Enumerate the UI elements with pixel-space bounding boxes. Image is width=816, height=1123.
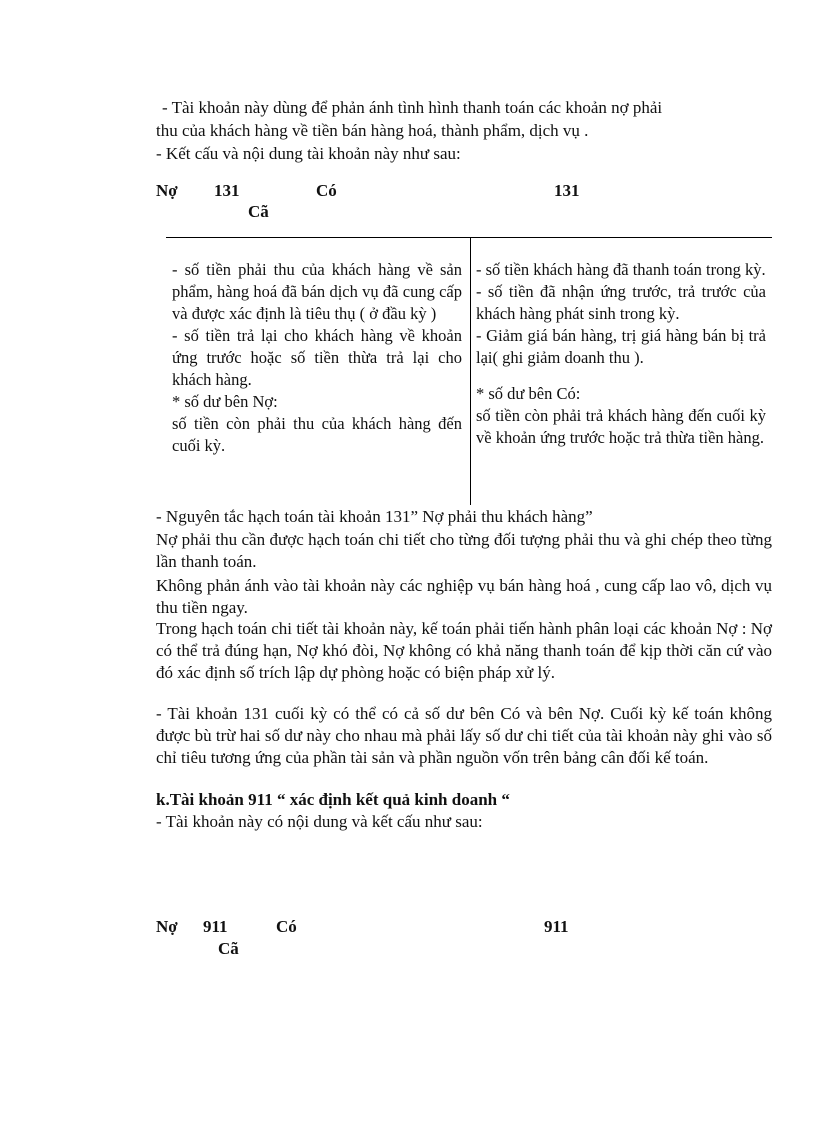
intro-line-3: - Kết cấu và nội dung tài khoản này như sau: — [156, 144, 461, 163]
credit-item-2: - số tiền đã nhận ứng trước, trả trước của khách hàng phát sinh trong kỳ. — [476, 282, 766, 323]
account-131-number-left: 131 — [214, 181, 240, 200]
t-account-vertical-rule — [470, 237, 471, 505]
account-131-co-glyph: Cã — [248, 202, 269, 221]
principles-paragraph-4: - Tài khoản 131 cuối kỳ có thể có cả số dư bên Có và bên Nợ. Cuối kỳ kế toán không được bù trừ hai số dư này cho nhau mà phải lấy số dư chi tiết của tài khoản này ghi vào số chỉ tiêu tương ứng của phần tài sản và phần nguồn vốn trên bảng cân đối kế toán. — [156, 704, 772, 767]
account-911-description: - Tài khoản này có nội dung và kết cấu như sau: — [156, 812, 483, 831]
account-131-co-label: Có — [316, 181, 337, 200]
debit-item-1: - số tiền phải thu của khách hàng về sản phẩm, hàng hoá đã bán dịch vụ đã cung cấp và được xác định là tiêu thụ ( ở đầu kỳ ) — [172, 260, 462, 323]
debit-balance-text: số tiền còn phải thu của khách hàng đến cuối kỳ. — [172, 414, 462, 455]
account-911-no-label: Nợ — [156, 917, 178, 936]
t-account-horizontal-rule — [166, 237, 772, 238]
account-131-debit-column — [172, 259, 462, 457]
account-911-number-right: 911 — [544, 917, 569, 936]
account-911-heading-title: 911 “ xác định kết quả kinh doanh “ — [248, 790, 510, 809]
credit-balance-label: * số dư bên Có: — [476, 384, 581, 403]
account-131-number-right: 131 — [554, 181, 580, 200]
intro-line-1: - Tài khoản này dùng để phản ánh tình hình thanh toán các khoản nợ phải — [162, 98, 663, 117]
account-911-heading-prefix: k.Tài khoản — [156, 790, 249, 809]
credit-balance-text: số tiền còn phải trả khách hàng đến cuối kỳ về khoản ứng trước hoặc trả thừa tiền hàng. — [476, 406, 766, 447]
principles-paragraph-1: Nợ phải thu cần được hạch toán chi tiết cho từng đối tượng phải thu và ghi chép theo từng lần thanh toán. — [156, 530, 772, 571]
debit-balance-label: * số dư bên Nợ: — [172, 392, 278, 411]
principles-paragraph-3: Trong hạch toán chi tiết tài khoản này, kế toán phải tiến hành phân loại các khoản Nợ : Nợ có thể trả đúng hạn, Nợ khó đòi, Nợ không có khả năng thanh toán để kịp thời căn cứ vào đó xác định số trích lập dự phòng hoặc có biện pháp xử lý. — [156, 619, 772, 682]
credit-item-3: - Giảm giá bán hàng, trị giá hàng bán bị trả lại( ghi giảm doanh thu ). — [476, 326, 766, 367]
account-131-credit-column — [476, 259, 766, 449]
principles-paragraph-2: Không phản ánh vào tài khoản này các nghiệp vụ bán hàng hoá , cung cấp lao vô, dịch vụ thu tiền ngay. — [156, 576, 772, 617]
account-911-heading — [156, 789, 510, 811]
account-911-number-left: 911 — [203, 917, 228, 936]
debit-item-2: - số tiền trả lại cho khách hàng về khoản ứng trước hoặc số tiền thừa trả lại cho khách hàng. — [172, 326, 462, 389]
credit-item-1: - số tiền khách hàng đã thanh toán trong kỳ. — [476, 260, 766, 279]
account-131-no-label: Nợ — [156, 181, 178, 200]
account-911-co-label: Có — [276, 917, 297, 936]
principles-title: - Nguyên tắc hạch toán tài khoản 131” Nợ phải thu khách hàng” — [156, 507, 593, 526]
account-911-co-glyph: Cã — [218, 939, 239, 958]
intro-line-2: thu của khách hàng về tiền bán hàng hoá, thành phẩm, dịch vụ . — [156, 121, 589, 140]
